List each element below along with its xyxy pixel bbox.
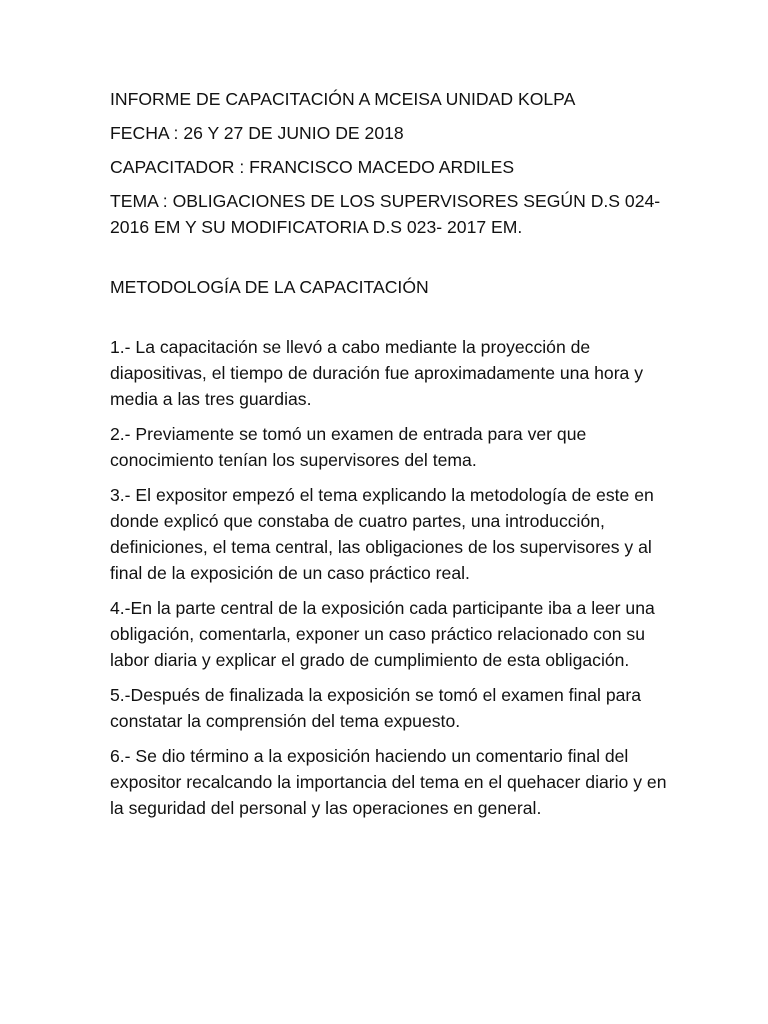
- methodology-item-6: 6.- Se dio término a la exposición haciendo un comentario final del expositor recalcando la importancia del tema en el quehacer diario y en la seguridad del personal y las operaciones en general.: [110, 746, 667, 818]
- methodology-item-2: 2.- Previamente se tomó un examen de entrada para ver que conocimiento tenían los supervisores del tema.: [110, 424, 587, 470]
- report-date: FECHA : 26 Y 27 DE JUNIO DE 2018: [110, 123, 404, 143]
- methodology-item-5: 5.-Después de finalizada la exposición se tomó el examen final para constatar la comprensión del tema expuesto.: [110, 685, 642, 731]
- report-title: INFORME DE CAPACITACIÓN A MCEISA UNIDAD KOLPA: [110, 89, 576, 109]
- methodology-item-1: 1.- La capacitación se llevó a cabo mediante la proyección de diapositivas, el tiempo de duración fue aproximadamente una hora y media a las tres guardias.: [110, 337, 644, 409]
- document-body: [110, 86, 670, 830]
- methodology-item-3: 3.- El expositor empezó el tema explicando la metodología de este en donde explicó que constaba de cuatro partes, una introducción, definiciones, el tema central, las obligaciones de los supervisores y al final de la exposición de un caso práctico real.: [110, 485, 654, 583]
- methodology-heading: METODOLOGÍA DE LA CAPACITACIÓN: [110, 277, 429, 297]
- report-topic: TEMA : OBLIGACIONES DE LOS SUPERVISORES SEGÚN D.S 024-2016 EM Y SU MODIFICATORIA D.S 023- 2017 EM.: [110, 191, 661, 237]
- report-trainer: CAPACITADOR : FRANCISCO MACEDO ARDILES: [110, 157, 515, 177]
- methodology-item-4: 4.-En la parte central de la exposición cada participante iba a leer una obligación, comentarla, exponer un caso práctico relacionado con su labor diaria y explicar el grado de cumplimiento de esta obligación.: [110, 598, 655, 670]
